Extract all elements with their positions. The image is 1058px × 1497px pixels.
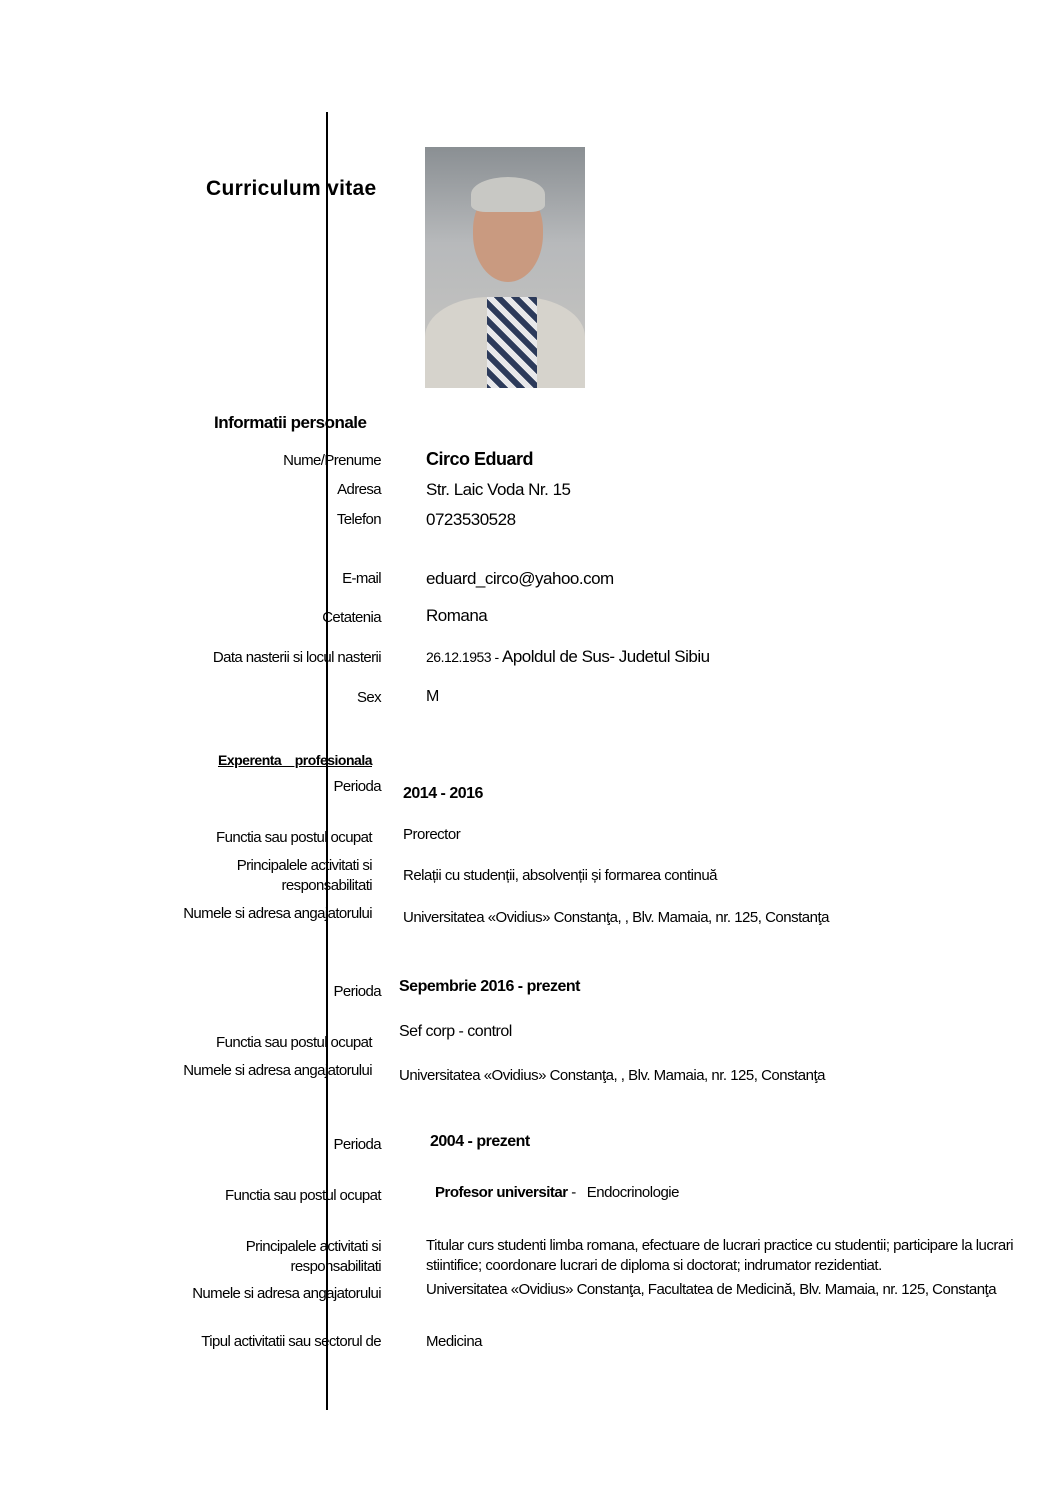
job3-function-title: Profesor universitar — [435, 1184, 568, 1201]
job2-employer: Universitatea «Ovidius» Constanţa, , Blv. Mamaia, nr. 125, Constanţa — [399, 1067, 825, 1084]
label-citizenship: Cetatenia — [322, 609, 381, 626]
value-email[interactable]: eduard_circo@yahoo.com — [426, 569, 614, 588]
job3-period-label: Perioda — [333, 1136, 381, 1153]
job1-employer-label: Numele si adresa angajatorului — [183, 905, 372, 922]
job3-function-label: Functia sau postul ocupat — [225, 1187, 381, 1204]
job1-function: Prorector — [403, 826, 461, 843]
job1-period: 2014 - 2016 — [403, 785, 483, 802]
job3-sector: Medicina — [426, 1333, 483, 1350]
job3-activities-label-2: responsabilitati — [290, 1258, 381, 1275]
job3-activities-line-1: Titular curs studenti limba romana, efectuare de lucrari practice cu studentii; participare la lucrari — [426, 1237, 1014, 1254]
document-title: Curriculum vitae — [206, 177, 377, 200]
job3-sector-label: Tipul activitatii sau sectorul de — [201, 1333, 381, 1350]
job2-function: Sef corp - control — [399, 1023, 512, 1040]
value-name: Circo Eduard — [426, 449, 534, 469]
value-citizenship: Romana — [426, 606, 488, 625]
job3-period: 2004 - prezent — [430, 1133, 530, 1150]
birth-date: 26.12.1953 - — [426, 649, 503, 665]
label-address: Adresa — [337, 481, 381, 498]
value-sex: M — [426, 688, 439, 705]
job1-activities-label-2: responsabilitati — [281, 877, 372, 894]
label-name: Nume/Prenume — [283, 452, 381, 469]
label-birth: Data nasterii si locul nasterii — [212, 649, 381, 666]
label-email: E-mail — [342, 570, 381, 587]
job2-period: Sepembrie 2016 - prezent — [399, 978, 580, 995]
job3-function — [435, 1183, 679, 1202]
job1-period-label: Perioda — [333, 778, 381, 795]
job1-activities: Relații cu studenții, absolvenții și formarea continuă — [403, 867, 718, 884]
job3-function-field: - Endocrinologie — [567, 1184, 679, 1201]
job3-employer: Universitatea «Ovidius» Constanţa, Facultatea de Medicină, Blv. Mamaia, nr. 125, Constanţa — [426, 1281, 997, 1298]
label-sex: Sex — [356, 689, 381, 706]
job3-employer-label: Numele si adresa angajatorului — [192, 1285, 381, 1302]
job1-activities-label-1: Principalele activitati si — [236, 857, 372, 874]
job2-employer-label: Numele si adresa angajatorului — [183, 1062, 372, 1079]
value-phone: 0723530528 — [426, 510, 516, 529]
job1-employer: Universitatea «Ovidius» Constanţa, , Blv. Mamaia, nr. 125, Constanţa — [403, 909, 829, 926]
section-heading-experience: Experenta profesionala — [218, 752, 372, 768]
section-heading-personal: Informatii personale — [214, 413, 367, 432]
job1-function-label: Functia sau postul ocupat — [216, 829, 372, 846]
value-address: Str. Laic Voda Nr. 15 — [426, 480, 571, 499]
profile-photo — [425, 147, 585, 388]
job3-activities-label-1: Principalele activitati si — [245, 1238, 381, 1255]
label-phone: Telefon — [336, 511, 381, 528]
job2-period-label: Perioda — [333, 983, 381, 1000]
birth-place: Apoldul de Sus- Judetul Sibiu — [502, 647, 710, 666]
job2-function-label: Functia sau postul ocupat — [216, 1034, 372, 1051]
value-birth — [426, 647, 710, 667]
job3-activities-line-2: stiintifice; coordonare lucrari de diploma si doctorat; indrumator rezidentiat. — [426, 1257, 882, 1274]
